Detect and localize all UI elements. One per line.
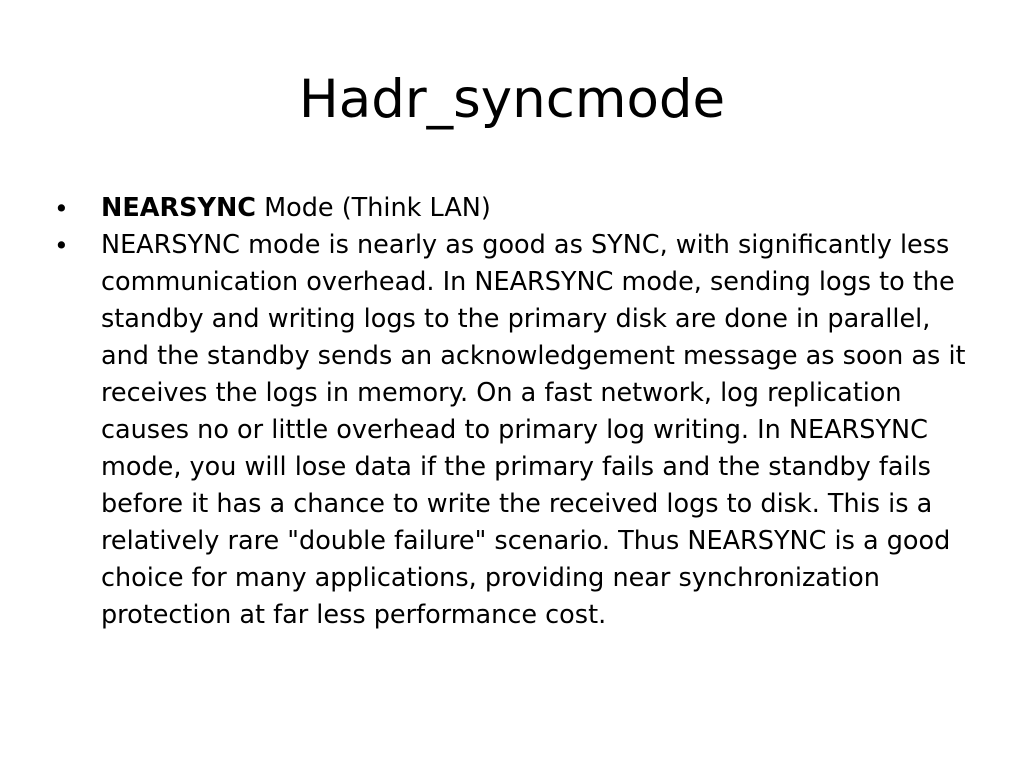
bullet-bold-text: NEARSYNC — [101, 193, 257, 223]
bullet-dot-icon: • — [54, 194, 69, 223]
bullet-list — [52, 190, 972, 634]
bullet-text: NEARSYNC mode is nearly as good as SYNC, with significantly less communication overhead. In NEARSYNC mode, sending logs to the standby and writing logs to the primary disk are done in parallel, and the standby sends an acknowledgement message as soon as it receives the logs in memory. On a fast network, log replication causes no or little overhead to primary log writing. In NEARSYNC mode, you will lose data if the primary fails and the standby fails before it has a chance to write the received logs to disk. This is a relatively rare "double failure" scenario. Thus NEARSYNC is a good choice for many applications, providing near synchronization protection at far less performance cost. — [101, 230, 966, 630]
bullet-dot-icon: • — [54, 231, 69, 260]
bullet-item-mode — [52, 190, 972, 227]
bullet-text: Mode (Think LAN) — [256, 193, 491, 223]
slide-title: Hadr_syncmode — [298, 69, 726, 130]
bullet-item-description — [52, 227, 972, 634]
